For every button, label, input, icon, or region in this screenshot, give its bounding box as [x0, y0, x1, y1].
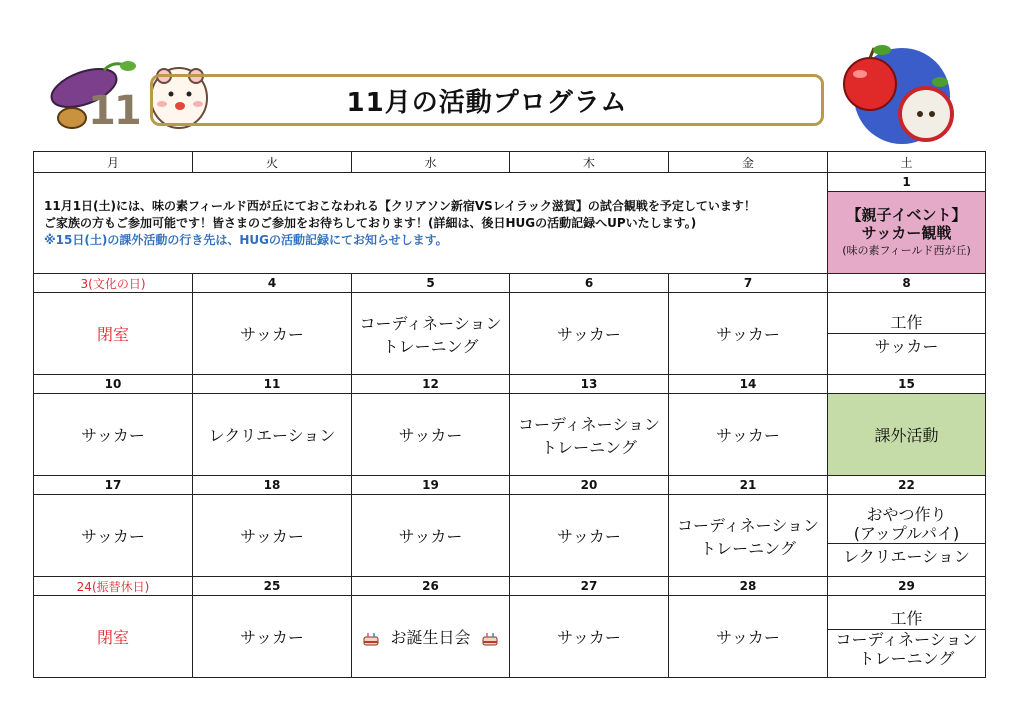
- date-cell: 17: [34, 476, 193, 495]
- activity-cell: サッカー: [352, 394, 510, 476]
- activity-line: コーディネーション: [359, 313, 502, 333]
- activity-cell: サッカー: [669, 394, 828, 476]
- activity-cell: [352, 596, 510, 678]
- weekday-header-row: [34, 152, 986, 173]
- date-cell: 13: [510, 375, 669, 394]
- activity-line: コーディネーション: [517, 414, 661, 434]
- activity-line: トレーニング: [858, 648, 955, 668]
- date-cell: 3(文化の日): [34, 274, 193, 293]
- outing-activity-cell: 課外活動: [828, 394, 986, 476]
- birthday-cake-icon: [361, 628, 381, 648]
- date-row: [34, 274, 986, 293]
- date-cell: 27: [510, 577, 669, 596]
- activity-cell: サッカー: [510, 495, 669, 577]
- date-cell: 6: [510, 274, 669, 293]
- date-cell: 28: [669, 577, 828, 596]
- activity-slot: [828, 505, 985, 543]
- event-place: (味の素フィールド西が丘): [842, 243, 971, 257]
- notice-line-1: 11月1日(土)には、味の素フィールド西が丘にておこなわれる【クリアソン新宿VSレイラック滋賀】の試合観戦を予定しています！: [44, 198, 756, 213]
- date-row: [34, 375, 986, 394]
- activity-line: おやつ作り: [866, 504, 947, 524]
- activity-row: [34, 293, 986, 375]
- activity-cell: サッカー: [510, 293, 669, 375]
- activity-cell: サッカー: [193, 293, 352, 375]
- date-cell: 21: [669, 476, 828, 495]
- month-badge: 11: [88, 88, 140, 134]
- activity-cell: [510, 394, 669, 476]
- parent-child-event-cell: [828, 192, 986, 274]
- activity-row: [34, 394, 986, 476]
- activity-cell: 閉室: [34, 596, 193, 678]
- date-cell: 7: [669, 274, 828, 293]
- date-cell: 5: [352, 274, 510, 293]
- event-name: サッカー観戦: [861, 223, 952, 242]
- date-cell: 18: [193, 476, 352, 495]
- activity-line: コーディネーション: [676, 515, 820, 535]
- activity-line: (アップルパイ): [853, 523, 960, 543]
- activity-cell: [669, 495, 828, 577]
- activity-row: [34, 596, 986, 678]
- activity-calendar: [33, 151, 986, 678]
- activity-slot: 工作: [890, 608, 923, 628]
- date-cell: 26: [352, 577, 510, 596]
- activity-slot: 工作: [890, 313, 923, 332]
- activity-row: [34, 495, 986, 577]
- activity-cell: [828, 596, 986, 678]
- date-row: [34, 577, 986, 596]
- date-cell: 1: [828, 173, 986, 192]
- activity-line: コーディネーション: [835, 629, 978, 649]
- date-cell: 25: [193, 577, 352, 596]
- date-cell: 4: [193, 274, 352, 293]
- birthday-party-label: お誕生日会: [390, 627, 471, 647]
- date-cell: 22: [828, 476, 986, 495]
- activity-cell: サッカー: [34, 394, 193, 476]
- activity-line: トレーニング: [382, 336, 479, 356]
- activity-cell: レクリエーション: [193, 394, 352, 476]
- weekday-mon: 月: [34, 152, 193, 173]
- activity-slot: レクリエーション: [828, 543, 985, 567]
- birthday-cake-icon: [480, 628, 500, 648]
- activity-cell: サッカー: [669, 293, 828, 375]
- date-cell: 24(振替休日): [34, 577, 193, 596]
- activity-cell: サッカー: [34, 495, 193, 577]
- date-cell: 20: [510, 476, 669, 495]
- date-row: [34, 476, 986, 495]
- notice-line-3: ※15日(土)の課外活動の行き先は、HUGの活動記録にてお知らせします。: [44, 232, 448, 247]
- weekday-tue: 火: [193, 152, 352, 173]
- weekday-fri: 金: [669, 152, 828, 173]
- activity-slot: [828, 629, 985, 668]
- date-cell: 10: [34, 375, 193, 394]
- activity-slot: サッカー: [828, 333, 985, 357]
- event-title: 【親子イベント】: [846, 205, 967, 224]
- page-title: 11月の活動プログラム: [346, 87, 628, 118]
- date-cell: 8: [828, 274, 986, 293]
- date-cell: 12: [352, 375, 510, 394]
- date-cell: 15: [828, 375, 986, 394]
- activity-cell: サッカー: [193, 495, 352, 577]
- activity-cell: サッカー: [352, 495, 510, 577]
- weekday-thu: 木: [510, 152, 669, 173]
- date-cell: 19: [352, 476, 510, 495]
- weekday-wed: 水: [352, 152, 510, 173]
- date-cell: 11: [193, 375, 352, 394]
- activity-cell: [828, 293, 986, 375]
- activity-cell: サッカー: [510, 596, 669, 678]
- activity-cell: 閉室: [34, 293, 193, 375]
- activity-line: トレーニング: [700, 538, 796, 558]
- apple-icon: [836, 44, 960, 144]
- activity-cell: [828, 495, 986, 577]
- date-cell: 14: [669, 375, 828, 394]
- activity-cell: サッカー: [669, 596, 828, 678]
- activity-line: トレーニング: [541, 437, 637, 457]
- notice-box: [34, 173, 828, 274]
- weekday-sat: 土: [828, 152, 986, 173]
- activity-cell: [352, 293, 510, 375]
- notice-line-2: ご家族の方もご参加可能です！皆さまのご参加をお待ちしております！(詳細は、後日HUGの活動記録へUPいたします。): [44, 215, 697, 230]
- date-cell: 29: [828, 577, 986, 596]
- activity-cell: サッカー: [193, 596, 352, 678]
- title-banner: [150, 74, 824, 126]
